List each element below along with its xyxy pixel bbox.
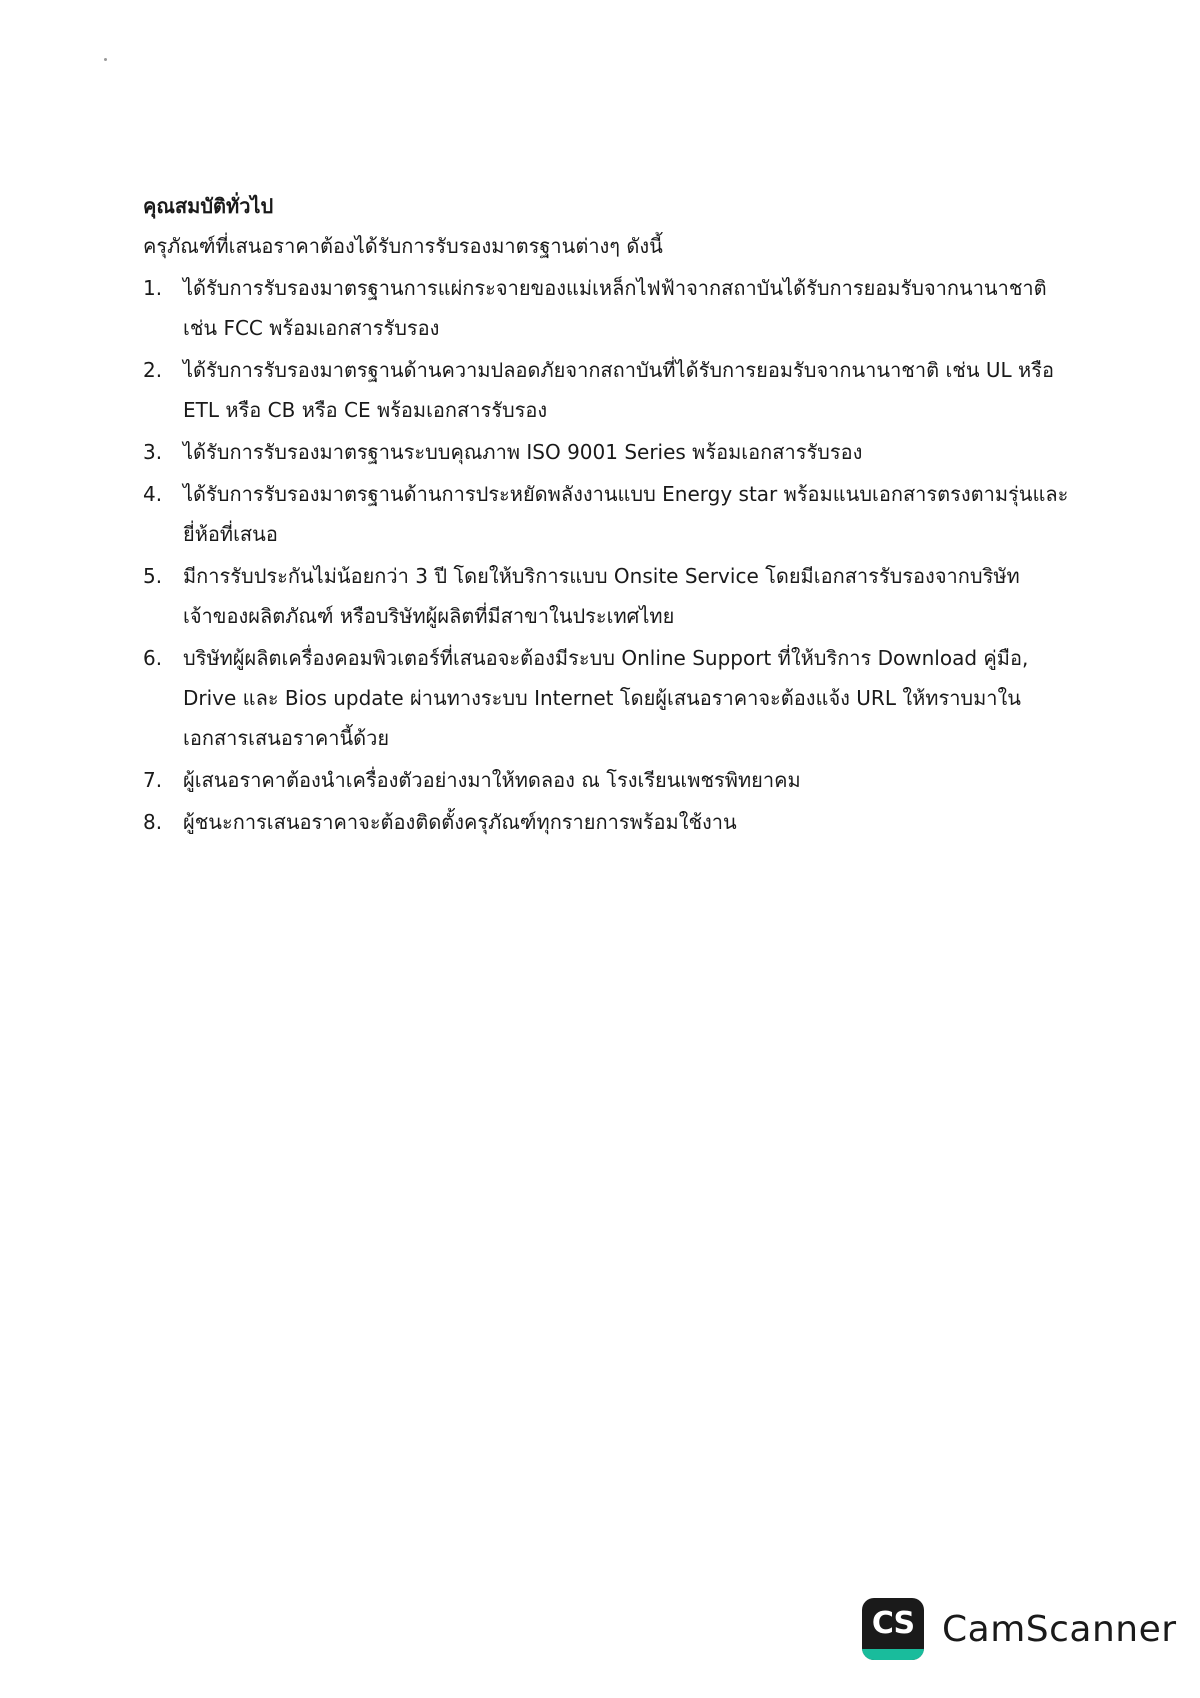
scan-speck bbox=[104, 58, 107, 61]
list-item-text: ผู้เสนอราคาต้องนำเครื่องตัวอย่างมาให้ทดลอง ณ โรงเรียนเพชรพิทยาคม bbox=[183, 768, 801, 792]
list-item bbox=[143, 556, 1073, 636]
section-heading: คุณสมบัติทั่วไป bbox=[143, 194, 274, 218]
list-item bbox=[143, 350, 1073, 430]
camscanner-logo-icon bbox=[862, 1598, 924, 1660]
list-item bbox=[143, 760, 1073, 800]
list-item-number: 7. bbox=[143, 768, 163, 792]
list-item-text: ได้รับการรับรองมาตรฐานการแผ่กระจายของแม่เหล็กไฟฟ้าจากสถาบันได้รับการยอมรับจากนานาชาติ เช่น FCC พร้อมเอกสารรับรอง bbox=[183, 276, 1047, 340]
list-item bbox=[143, 638, 1073, 758]
camscanner-brand-text: CamScanner bbox=[942, 1608, 1177, 1650]
intro-text: ครุภัณฑ์ที่เสนอราคาต้องได้รับการรับรองมาตรฐานต่างๆ ดังนี้ bbox=[143, 234, 663, 258]
camscanner-badge-text: CS bbox=[871, 1606, 915, 1641]
list-item-number: 3. bbox=[143, 440, 163, 464]
list-item-text: ได้รับการรับรองมาตรฐานระบบคุณภาพ ISO 9001 Series พร้อมเอกสารรับรอง bbox=[183, 440, 863, 464]
list-item bbox=[143, 474, 1073, 554]
list-item-number: 1. bbox=[143, 276, 163, 300]
list-item-number: 4. bbox=[143, 482, 163, 506]
list-item bbox=[143, 268, 1073, 348]
requirements-list bbox=[143, 268, 1073, 842]
list-item-text: ได้รับการรับรองมาตรฐานด้านการประหยัดพลังงานแบบ Energy star พร้อมแนบเอกสารตรงตามรุ่นและยี่ห้อที่เสนอ bbox=[183, 482, 1069, 546]
list-item bbox=[143, 432, 1073, 472]
document-body bbox=[143, 186, 1073, 844]
list-item-text: ได้รับการรับรองมาตรฐานด้านความปลอดภัยจากสถาบันที่ได้รับการยอมรับจากนานาชาติ เช่น UL หรือ ETL หรือ CB หรือ CE พร้อมเอกสารรับรอง bbox=[183, 358, 1054, 422]
list-item-text: มีการรับประกันไม่น้อยกว่า 3 ปี โดยให้บริการแบบ Onsite Service โดยมีเอกสารรับรองจากบริษัทเจ้าของผลิตภัณฑ์ หรือบริษัทผู้ผลิตที่มีสาขาในประเทศไทย bbox=[183, 564, 1020, 628]
list-item-number: 5. bbox=[143, 564, 163, 588]
list-item-number: 2. bbox=[143, 358, 163, 382]
camscanner-badge-accent bbox=[862, 1649, 924, 1660]
list-item-number: 8. bbox=[143, 810, 163, 834]
list-item-text: บริษัทผู้ผลิตเครื่องคอมพิวเตอร์ที่เสนอจะต้องมีระบบ Online Support ที่ให้บริการ Download คู่มือ, Drive และ Bios update ผ่านทางระบบ Internet โดยผู้เสนอราคาจะต้องแจ้ง URL ให้ทราบมาในเอกสารเสนอราคานี้ด้วย bbox=[183, 646, 1029, 750]
list-item bbox=[143, 802, 1073, 842]
list-item-text: ผู้ชนะการเสนอราคาจะต้องติดตั้งครุภัณฑ์ทุกรายการพร้อมใช้งาน bbox=[183, 810, 737, 834]
list-item-number: 6. bbox=[143, 646, 163, 670]
camscanner-watermark bbox=[862, 1598, 1177, 1660]
